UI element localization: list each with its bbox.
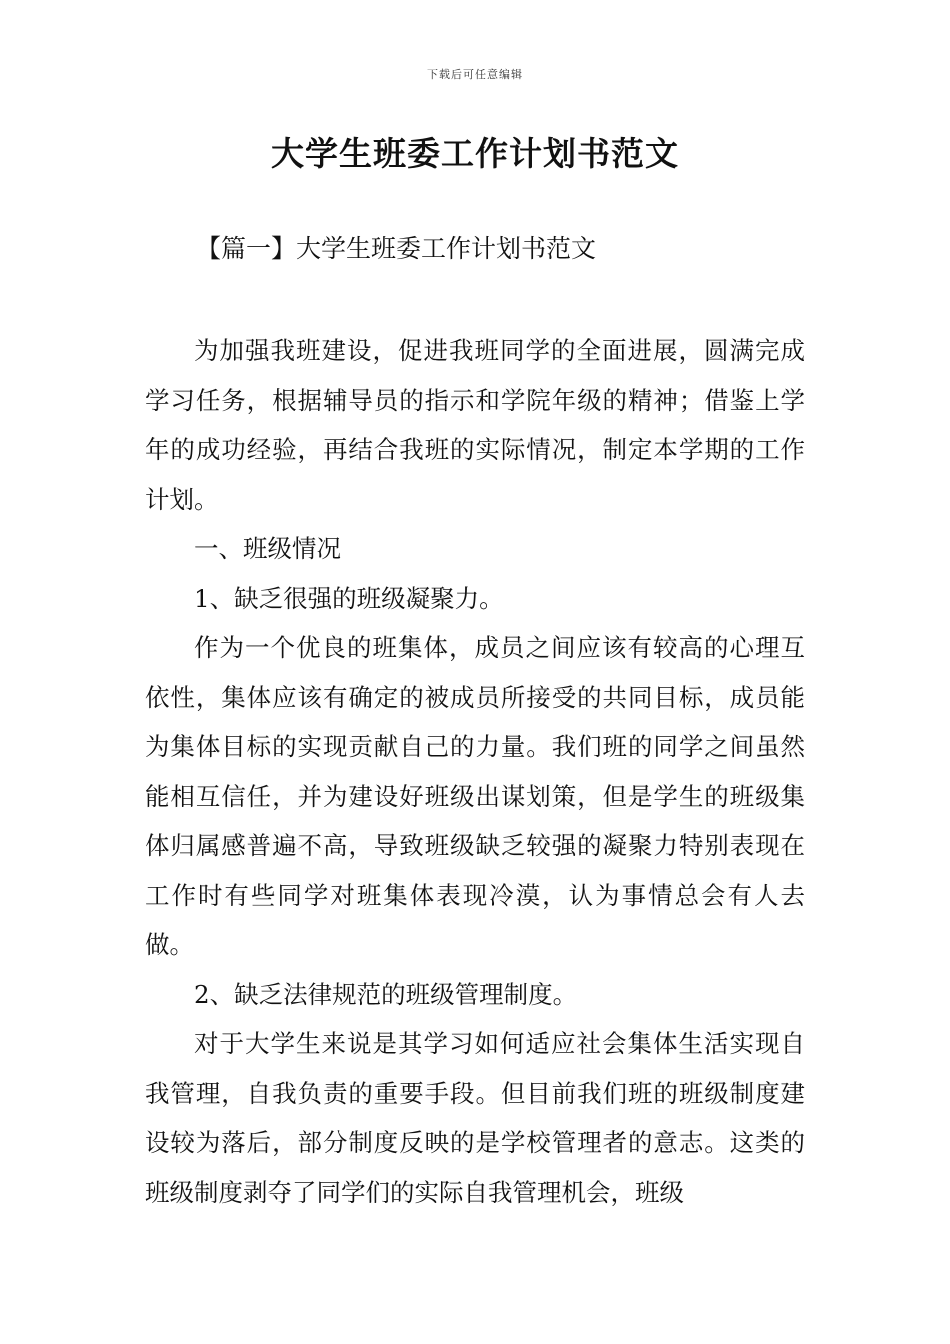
paragraph-management: 对于大学生来说是其学习如何适应社会集体生活实现自我管理，自我负责的重要手段。但目前我们班的班级制度建设较为落后，部分制度反映的是学校管理者的意志。这类的班级制度剥夺了同学们的实际自我管理机会，班级 xyxy=(145,1029,805,1207)
heading-class-situation: 一、班级情况 xyxy=(194,534,341,563)
document-title: 大学生班委工作计划书范文 xyxy=(271,134,679,173)
paragraph-cohesion: 作为一个优良的班集体，成员之间应该有较高的心理互依性，集体应该有确定的被成员所接受的共同目标，成员能为集体目标的实现贡献自己的力量。我们班的同学之间虽然能相互信任，并为建设好班级出谋划策，但是学生的班级集体归属感普遍不高，导致班级缺乏较强的凝聚力特别表现在工作时有些同学对班集体表现冷漠，认为事情总会有人去做。 xyxy=(145,633,805,959)
subheading-cohesion: 1、缺乏很强的班级凝聚力。 xyxy=(194,583,504,613)
section-heading: 【篇一】大学生班委工作计划书范文 xyxy=(196,234,597,263)
header-note: 下载后可任意编辑 xyxy=(427,68,523,81)
document-body xyxy=(145,326,805,1217)
subheading-management: 2、缺乏法律规范的班级管理制度。 xyxy=(194,979,578,1009)
paragraph-intro: 为加强我班建设，促进我班同学的全面进展，圆满完成学习任务，根据辅导员的指示和学院年级的精神；借鉴上学年的成功经验，再结合我班的实际情况，制定本学期的工作计划。 xyxy=(145,336,805,514)
